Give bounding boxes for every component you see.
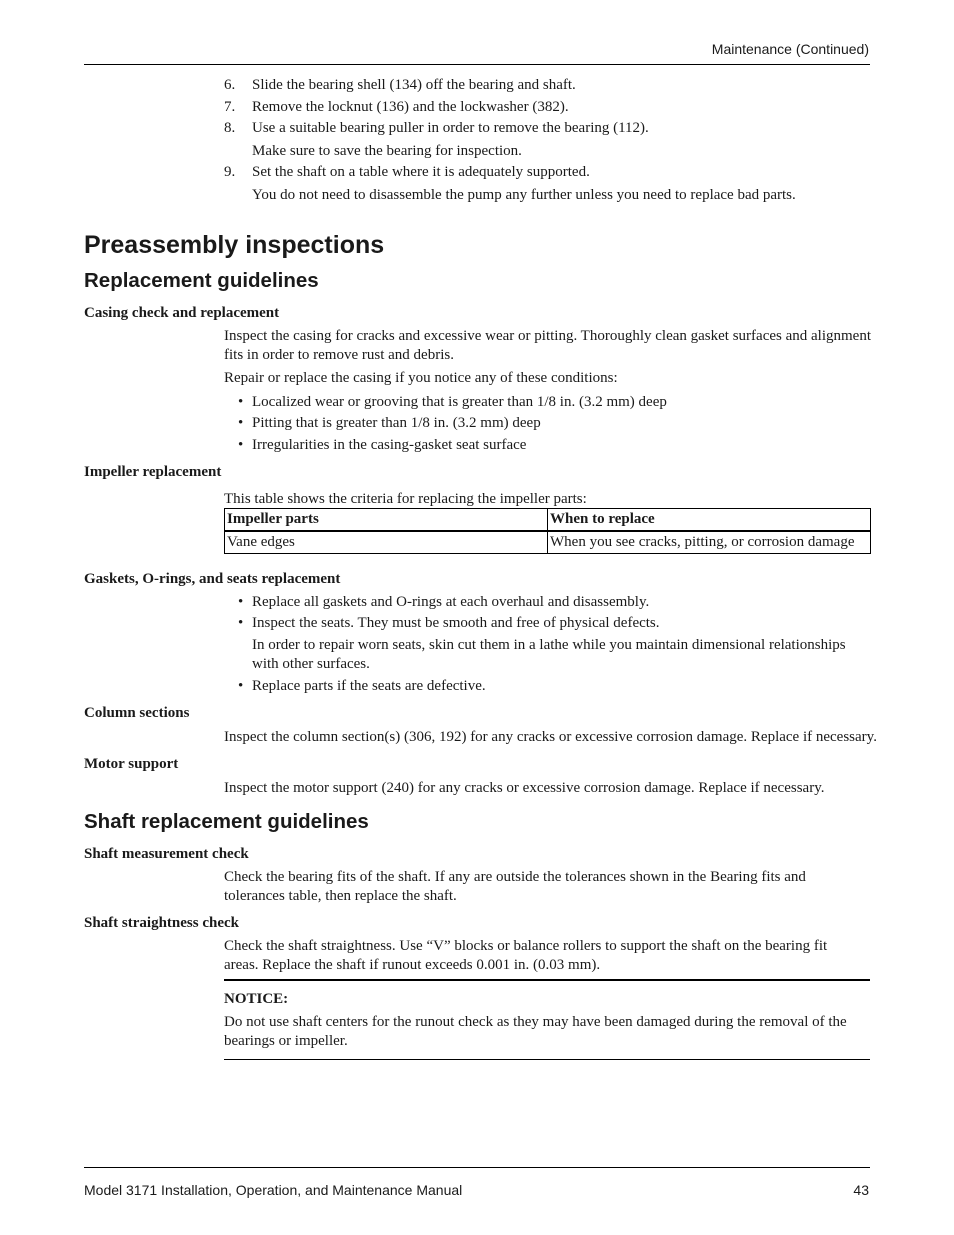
footer-rule [84, 1167, 870, 1168]
footer-manual-title: Model 3171 Installation, Operation, and Maintenance Manual [84, 1182, 463, 1198]
heading-impeller: Impeller replacement [84, 464, 222, 480]
header-rule [84, 64, 870, 65]
heading-column-sections: Column sections [84, 705, 190, 721]
heading-gaskets: Gaskets, O-rings, and seats replacement [84, 571, 341, 587]
bullet-text: Replace all gaskets and O-rings at each overhaul and disassembly. [252, 594, 650, 610]
step-number: 8. [224, 120, 236, 136]
step-note: You do not need to disassemble the pump any further unless you need to replace bad parts. [252, 187, 796, 203]
step-text: Use a suitable bearing puller in order to remove the bearing (112). [252, 120, 649, 136]
subsection-title-replacement: Replacement guidelines [84, 269, 319, 292]
table-cell: When you see cracks, pitting, or corrosion damage [548, 531, 871, 554]
shaft-measurement-text: Check the bearing fits of the shaft. If any are outside the tolerances shown in the Bearing fits and tolerances table, then replace the shaft. [224, 869, 806, 904]
notice-label: NOTICE: [224, 991, 289, 1007]
motor-support-text: Inspect the motor support (240) for any cracks or excessive corrosion damage. Replace if necessary. [224, 780, 825, 796]
gaskets-bullet-note: In order to repair worn seats, skin cut them in a lathe while you maintain dimensional relationships with other surfaces. [252, 637, 846, 672]
step-number: 6. [224, 77, 236, 93]
table-row [225, 531, 871, 554]
table-cell: Vane edges [225, 531, 548, 554]
heading-casing: Casing check and replacement [84, 305, 280, 321]
bullet-dot: • [238, 594, 244, 610]
notice-text: Do not use shaft centers for the runout check as they may have been damaged during the removal of the bearings or impeller. [224, 1014, 847, 1049]
table-header-row [225, 509, 871, 532]
bullet-dot: • [238, 394, 244, 410]
table-header-cell: Impeller parts [225, 509, 548, 532]
step-text: Slide the bearing shell (134) off the bearing and shaft. [252, 77, 576, 93]
bullet-text: Localized wear or grooving that is greater than 1/8 in. (3.2 mm) deep [252, 394, 667, 410]
bullet-dot: • [238, 415, 244, 431]
table-header-cell: When to replace [548, 509, 871, 532]
shaft-straightness-text: Check the shaft straightness. Use “V” blocks or balance rollers to support the shaft on the bearing fit areas. Replace the shaft if runout exceeds 0.001 in. (0.03 mm). [224, 938, 828, 973]
bullet-dot: • [238, 615, 244, 631]
bullet-dot: • [238, 678, 244, 694]
heading-shaft-straightness: Shaft straightness check [84, 915, 240, 931]
notice-bottom-rule [224, 1059, 870, 1060]
bullet-text: Inspect the seats. They must be smooth and free of physical defects. [252, 615, 660, 631]
step-note: Make sure to save the bearing for inspection. [252, 143, 522, 159]
step-number: 9. [224, 164, 236, 180]
bullet-text: Pitting that is greater than 1/8 in. (3.2 mm) deep [252, 415, 541, 431]
subsection-title-shaft: Shaft replacement guidelines [84, 810, 369, 833]
impeller-criteria-table [224, 508, 871, 554]
running-header: Maintenance (Continued) [711, 41, 869, 57]
bullet-text: Irregularities in the casing-gasket seat surface [252, 437, 527, 453]
bullet-dot: • [238, 437, 244, 453]
notice-top-rule [224, 979, 870, 981]
step-text: Set the shaft on a table where it is adequately supported. [252, 164, 590, 180]
casing-paragraph-2: Repair or replace the casing if you notice any of these conditions: [224, 370, 618, 386]
heading-motor-support: Motor support [84, 756, 179, 772]
column-sections-text: Inspect the column section(s) (306, 192) for any cracks or excessive corrosion damage. Replace if necessary. [224, 729, 877, 745]
casing-paragraph-1: Inspect the casing for cracks and excessive wear or pitting. Thoroughly clean gasket surfaces and alignment fits in order to remove rust and debris. [224, 328, 871, 363]
step-text: Remove the locknut (136) and the lockwasher (382). [252, 99, 569, 115]
heading-shaft-measurement: Shaft measurement check [84, 846, 249, 862]
impeller-intro: This table shows the criteria for replacing the impeller parts: [224, 491, 587, 507]
step-number: 7. [224, 99, 236, 115]
section-title-preassembly: Preassembly inspections [84, 231, 385, 259]
bullet-text: Replace parts if the seats are defective. [252, 678, 486, 694]
footer-page-number: 43 [853, 1182, 869, 1198]
